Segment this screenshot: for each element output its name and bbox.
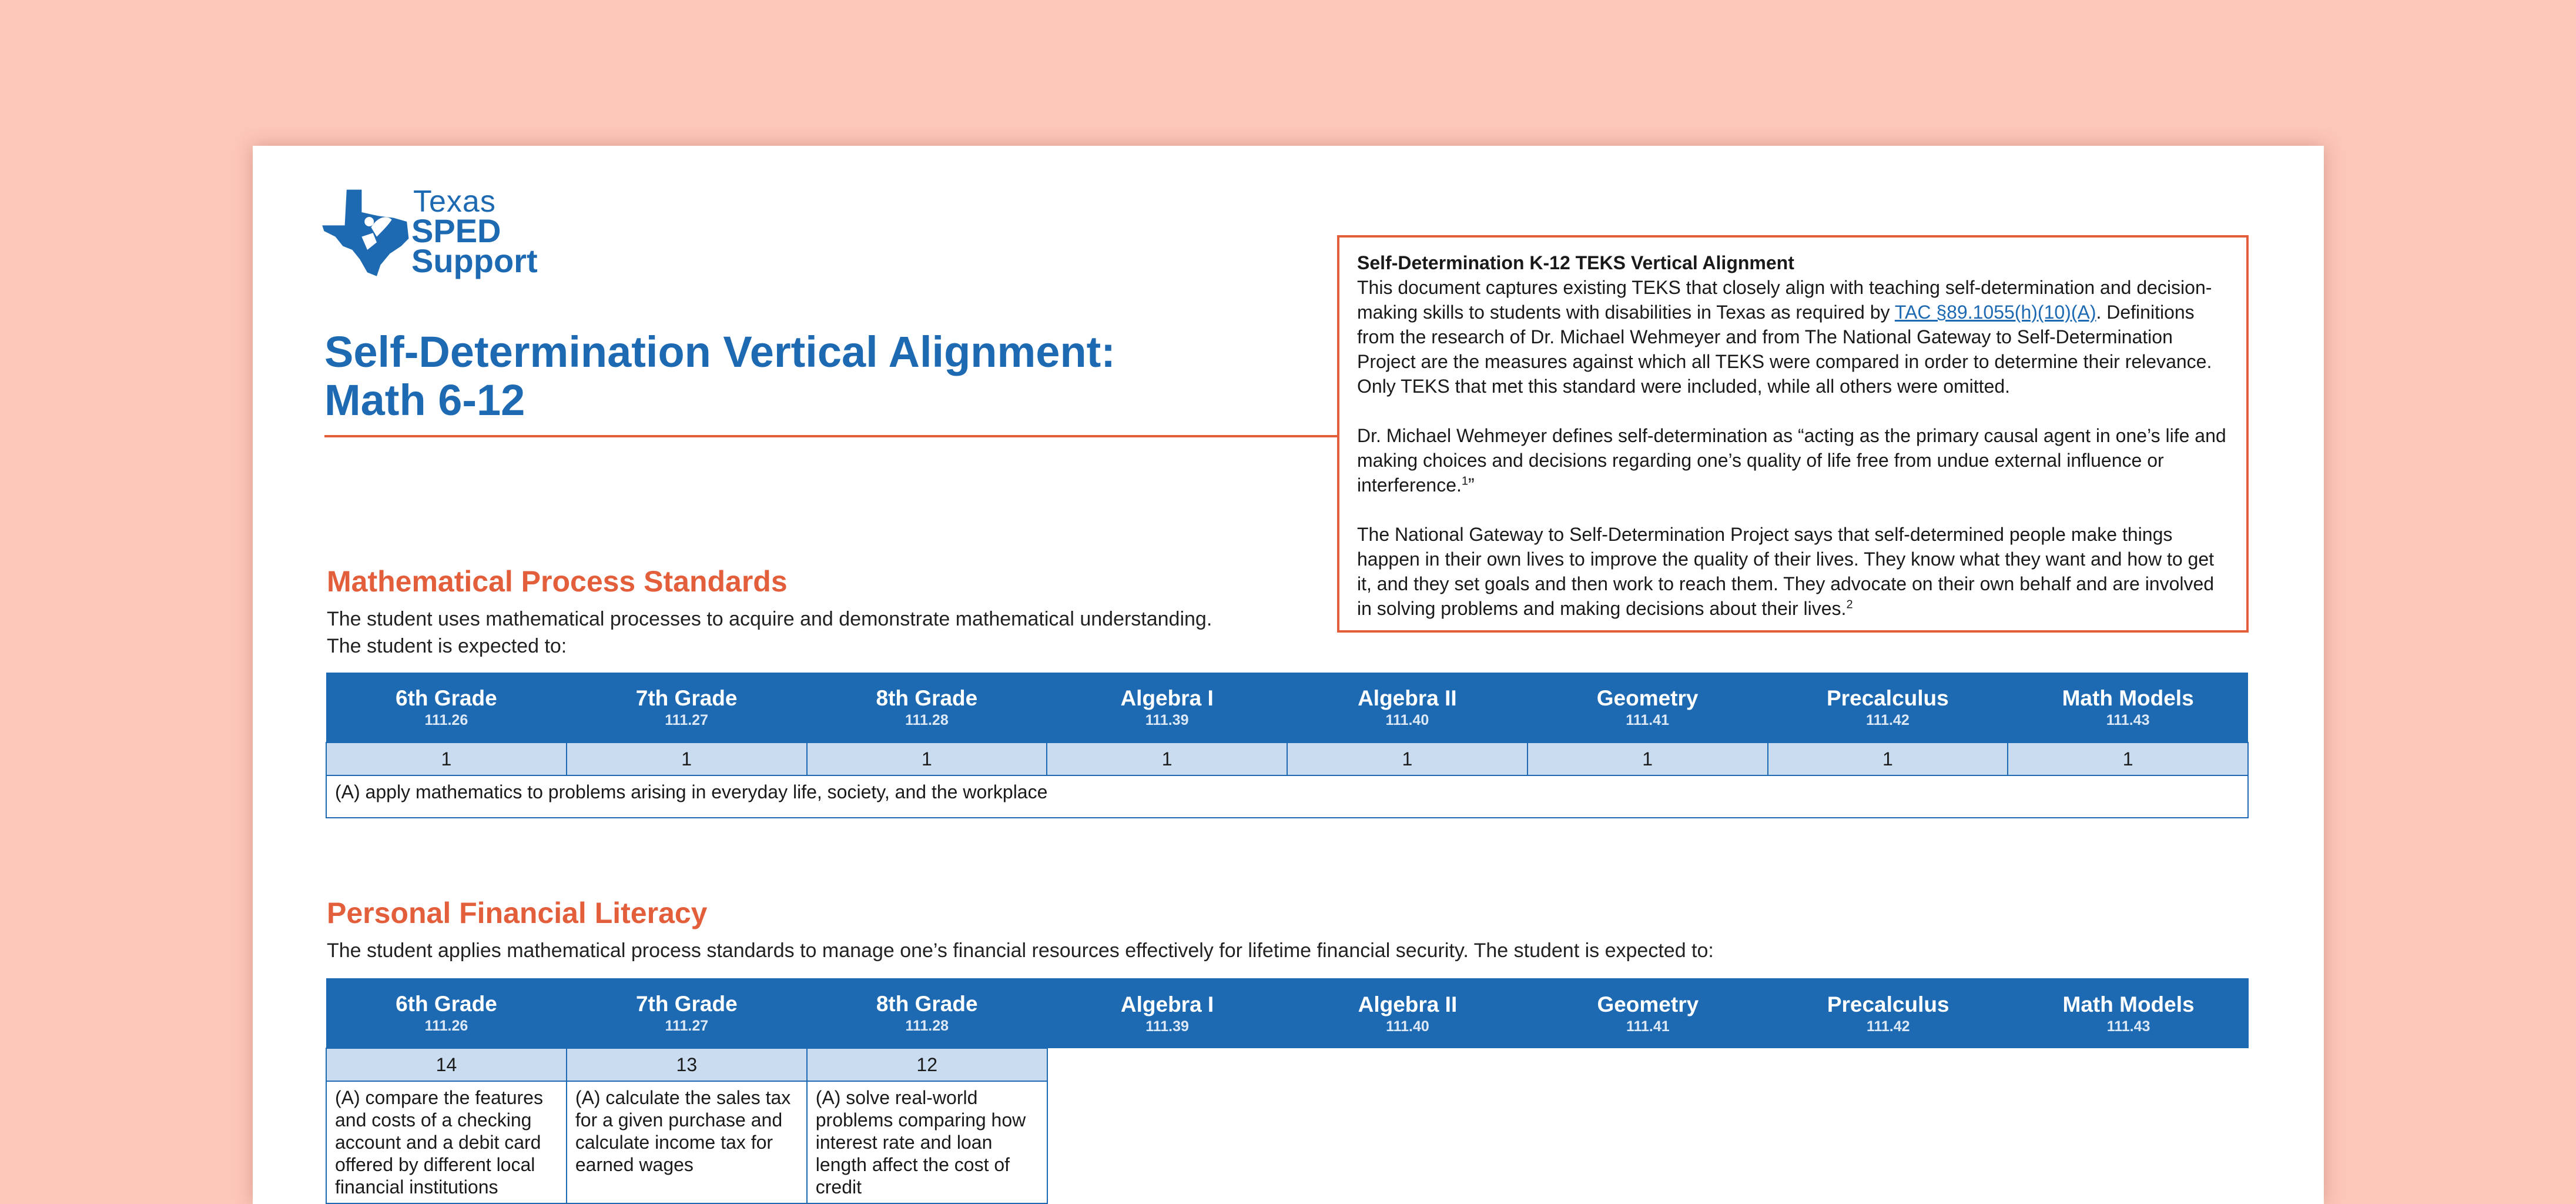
standard-number: 1 (2008, 743, 2248, 775)
grade-header-row (326, 673, 2248, 743)
info-paragraph-1 (1357, 250, 2229, 399)
info-text-2: Dr. Michael Wehmeyer defines self-determination as “acting as the primary causal agent in one’s life and making choices and decisions regarding one’s quality of life free from undue external influence or interference. (1357, 425, 2226, 496)
grade-header: Algebra I 111.39 (1047, 673, 1287, 743)
grade-header: 6th Grade 111.26 (326, 978, 567, 1048)
standard-row (326, 775, 2248, 818)
standard-number: 1 (1287, 743, 1527, 775)
footnote-1[interactable]: 1 (1461, 474, 1468, 488)
info-text-1a: This document captures existing TEKS that closely align with teaching self-determination and decision-making skills to students with disabilities in Texas as required by (1357, 277, 2212, 323)
grade-header: Geometry 111.41 (1527, 673, 1768, 743)
grade-header-row (326, 978, 2249, 1048)
section-desc-process-standards (327, 606, 1212, 660)
logo-text-sped: SPED (411, 212, 501, 249)
grade-header: 8th Grade 111.28 (807, 673, 1047, 743)
financial-literacy-table (326, 978, 2249, 1204)
standard-number: 1 (567, 743, 807, 775)
standard-number: 1 (807, 743, 1047, 775)
grade-header: Algebra II 111.40 (1288, 978, 1528, 1048)
standard-text: (A) apply mathematics to problems arising in everyday life, society, and the workplace (326, 775, 2248, 818)
standard-text: (A) calculate the sales tax for a given purchase and calculate income tax for earned wages (567, 1081, 807, 1203)
grade-header: Geometry 111.41 (1527, 978, 1768, 1048)
grade-header: 7th Grade 111.27 (567, 978, 807, 1048)
title-divider (324, 435, 1409, 437)
standard-number: 1 (1047, 743, 1287, 775)
info-text-1b: . Definitions from the research of Dr. Michael Wehmeyer and from The National Gateway to Self-Determination Project are the measures against which all TEKS were compared in order to determine their relevance. Only TEKS that met this standard were included, while all others were omitted. (1357, 302, 2212, 397)
standard-row (326, 1081, 2249, 1203)
section-title-financial-literacy: Personal Financial Literacy (327, 897, 708, 929)
logo-text-support: Support (411, 242, 538, 279)
standard-number: 12 (807, 1048, 1047, 1081)
standard-number: 1 (1527, 743, 1768, 775)
info-box-heading: Self-Determination K-12 TEKS Vertical Alignment (1357, 252, 1794, 273)
info-paragraph-2 (1357, 423, 2229, 497)
standard-number: 1 (326, 743, 567, 775)
info-text-2-end: ” (1468, 474, 1475, 496)
standard-number-row (326, 1048, 2249, 1081)
document-page (253, 146, 2324, 1204)
info-box (1337, 235, 2249, 633)
standard-number: 1 (1768, 743, 2008, 775)
standard-number: 14 (326, 1048, 567, 1081)
page-title (324, 328, 1147, 424)
section-title-process-standards: Mathematical Process Standards (327, 565, 788, 598)
section-desc-financial-literacy: The student applies mathematical process standards to manage one’s financial resources effectively for lifetime financial security. The student is expected to: (327, 939, 1714, 962)
grade-header: Math Models 111.43 (2008, 978, 2249, 1048)
grade-header: 6th Grade 111.26 (326, 673, 567, 743)
grade-header: Precalculus 111.42 (1768, 978, 2008, 1048)
info-text-3: The National Gateway to Self-Determination Project says that self-determined people make things happen in their own lives to improve the quality of their lives. They know what they want and how to get it, and they set goals and then work to reach them. They advocate on their own behalf and are involved in solving problems and making decisions about their lives. (1357, 524, 2215, 619)
process-standards-table (326, 673, 2249, 818)
section-desc-line: The student is expected to: (327, 635, 567, 657)
info-paragraph-3 (1357, 522, 2229, 621)
tac-link[interactable]: TAC §89.1055(h)(10)(A) (1894, 302, 2096, 323)
standard-number: 13 (567, 1048, 807, 1081)
texas-sped-support-logo (320, 184, 567, 278)
standard-text: (A) solve real-world problems comparing how interest rate and loan length affect the cost of credit (807, 1081, 1047, 1203)
standard-number-row (326, 743, 2248, 775)
grade-header: Algebra II 111.40 (1287, 673, 1527, 743)
grade-header: 7th Grade 111.27 (567, 673, 807, 743)
standard-text: (A) compare the features and costs of a checking account and a debit card offered by different local financial institutions (326, 1081, 567, 1203)
empty-cell (1047, 1081, 2249, 1203)
grade-header: Algebra I 111.39 (1047, 978, 1288, 1048)
section-desc-line: The student uses mathematical processes to acquire and demonstrate mathematical understanding. (327, 608, 1212, 630)
texas-map-icon (320, 184, 414, 278)
page-title-line1: Self-Determination Vertical Alignment: (324, 327, 1116, 376)
logo-text-texas: Texas (413, 185, 496, 219)
grade-header: Math Models 111.43 (2008, 673, 2248, 743)
empty-cell (1047, 1048, 2249, 1081)
footnote-2[interactable]: 2 (1846, 598, 1853, 611)
page-title-line2: Math 6-12 (324, 376, 525, 424)
grade-header: Precalculus 111.42 (1768, 673, 2008, 743)
grade-header: 8th Grade 111.28 (807, 978, 1047, 1048)
